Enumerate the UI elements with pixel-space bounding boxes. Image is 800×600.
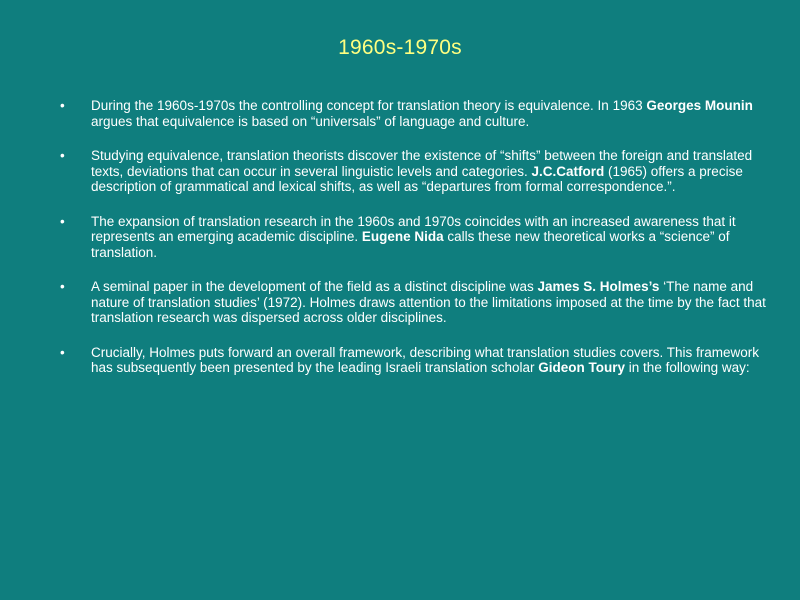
bullet-text-segment: argues that equivalence is based on “universals” of language and culture. <box>91 113 530 129</box>
bullet-text-segment: (1965) offers a precise description of grammatical and lexical shifts, as well as “departures from formal correspondence.”. <box>91 163 743 194</box>
bullet-text-segment: calls these new theoretical works a “science” of translation. <box>91 229 730 260</box>
slide-title: 1960s-1970s <box>338 36 462 59</box>
scholar-name-nida: Eugene Nida <box>361 229 444 244</box>
bullet-marker: • <box>60 344 65 360</box>
scholar-name-toury: Gideon Toury <box>538 360 626 375</box>
bullet-item-equivalence <box>0 98 800 129</box>
bullet-text <box>91 214 736 260</box>
bullet-marker: • <box>60 98 65 113</box>
bullet-text-segment: in the following way: <box>625 360 750 375</box>
bullet-marker: • <box>60 148 65 163</box>
bullet-text-segment: Studying equivalence, translation theorists discover the existence of “shifts” between the foreign and translated texts, deviations that can occur in several linguistic levels and categories. <box>91 148 753 179</box>
bullet-item-holmes-paper <box>0 279 800 326</box>
scholar-name-mounin: Georges Mounin <box>646 98 753 113</box>
bullet-item-framework <box>0 345 800 376</box>
bullet-text-segment: The expansion of translation research in the 1960s and 1970s coincides with an increased awareness that it represents an emerging academic discipline. <box>91 213 736 244</box>
bullet-text <box>91 148 752 194</box>
bullet-marker: • <box>60 213 65 229</box>
bullet-text-segment: ‘The name and nature of translation studies’ (1972). Holmes draws attention to the limitations imposed at the time by the fact that translation research was dispersed across older disciplines. <box>91 279 766 325</box>
bullet-text <box>91 279 766 325</box>
bullet-list <box>0 98 800 395</box>
bullet-item-expansion <box>0 214 800 261</box>
scholar-name-catford: J.C.Catford <box>531 163 605 179</box>
bullet-text-segment: Crucially, Holmes puts forward an overall framework, describing what translation studies covers. This framework has subsequently been presented by the leading Israeli translation scholar <box>91 344 759 375</box>
bullet-text-segment: During the 1960s-1970s the controlling concept for translation theory is equivalence. In 1963 <box>91 98 647 113</box>
bullet-text <box>91 98 753 129</box>
scholar-name-holmes: James S. Holmes’s <box>537 279 660 294</box>
bullet-text-segment: A seminal paper in the development of the field as a distinct discipline was <box>91 279 538 294</box>
bullet-text <box>91 345 759 376</box>
bullet-marker: • <box>60 279 65 294</box>
bullet-item-shifts <box>0 148 800 195</box>
